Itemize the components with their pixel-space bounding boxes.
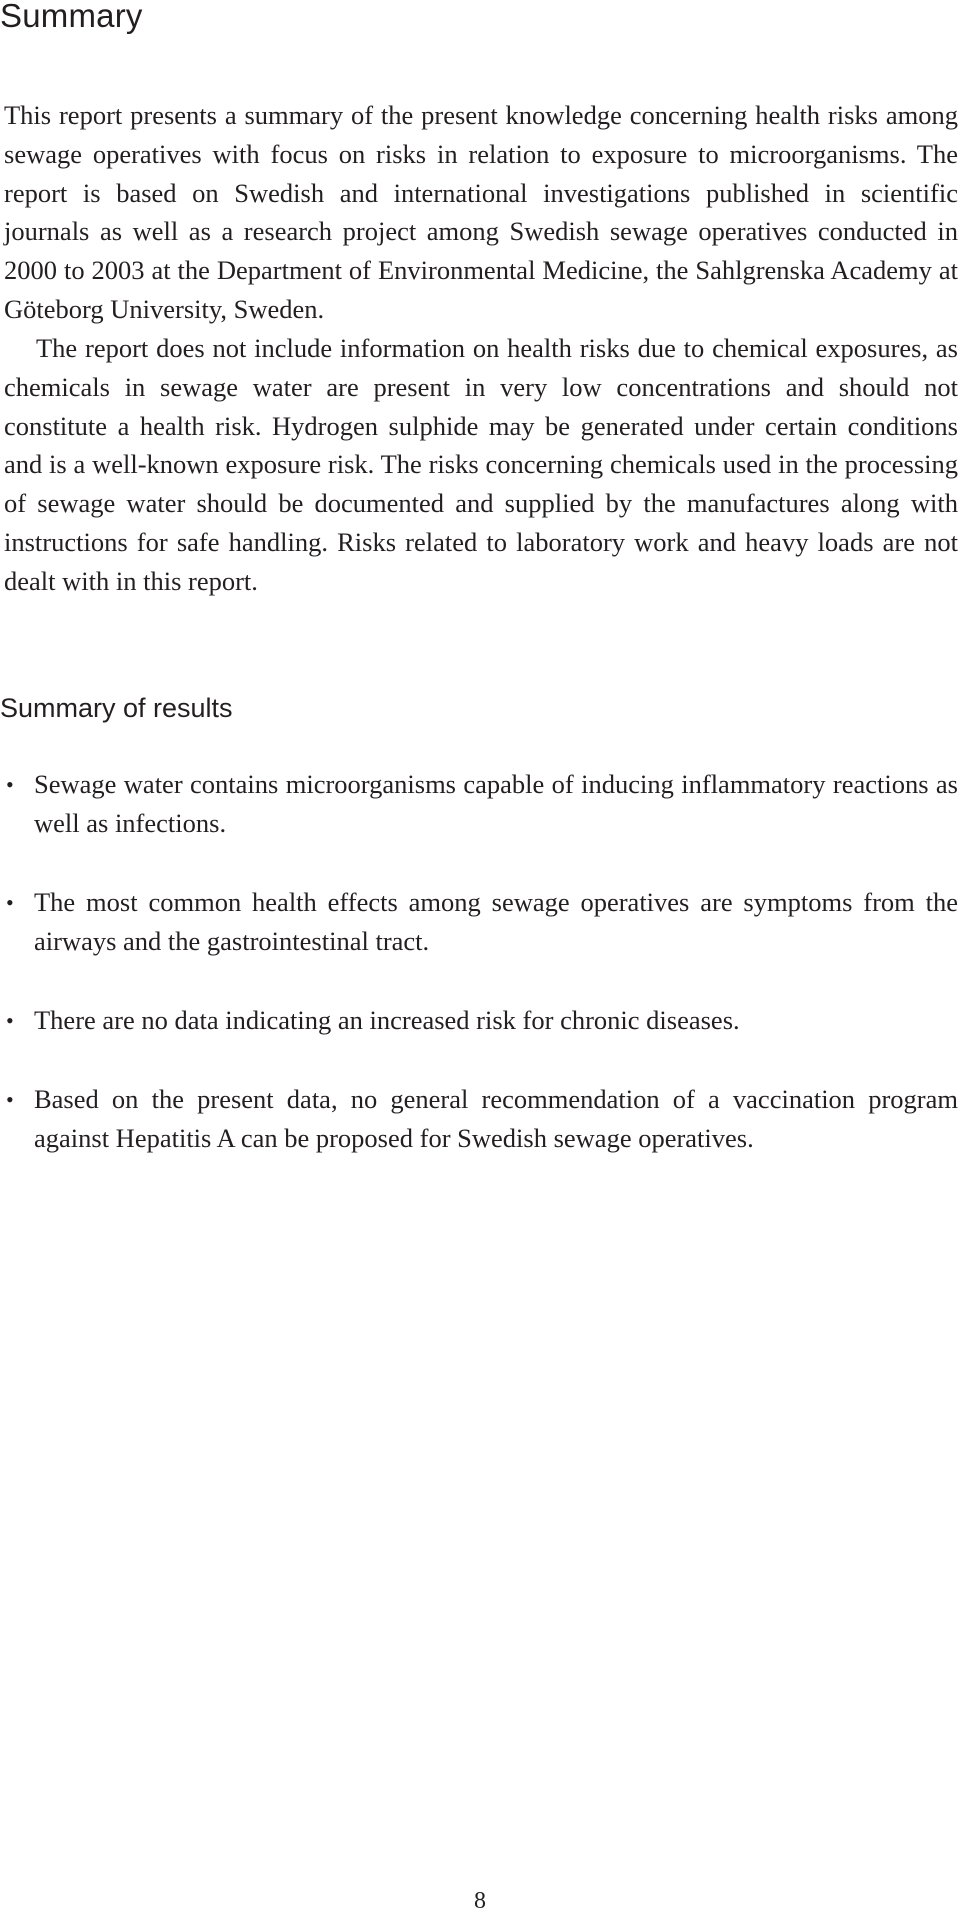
- list-item-text: There are no data indicating an increased risk for chronic diseases.: [34, 1005, 740, 1035]
- list-item-text: Based on the present data, no general recommendation of a vaccination program against Hepatitis A can be proposed for Swedish sewage operatives.: [34, 1084, 958, 1153]
- list-item-text: Sewage water contains microorganisms capable of inducing inflammatory reactions as well as infections.: [34, 769, 958, 838]
- scope-paragraph: The report does not include information on health risks due to chemical exposures, as chemicals in sewage water are present in very low concentrations and should not constitute a health risk. Hydrogen sulphide may be generated under certain conditions and is a well-known exposure risk. The risks concerning chemicals used in the processing of sewage water should be documented and supplied by the manufactures along with instructions for safe handling. Risks related to laboratory work and heavy loads are not dealt with in this report.: [4, 333, 958, 596]
- bullet-icon: •: [6, 1087, 14, 1112]
- list-item: [0, 1080, 958, 1158]
- bullet-icon: •: [6, 772, 14, 797]
- page-title: Summary: [0, 0, 143, 34]
- list-item: [0, 1001, 958, 1040]
- results-heading: Summary of results: [0, 693, 233, 723]
- list-item-text: The most common health effects among sewage operatives are symptoms from the airways and the gastrointestinal tract.: [34, 887, 958, 956]
- intro-paragraph: This report presents a summary of the present knowledge concerning health risks among sewage operatives with focus on risks in relation to exposure to microorganisms. The report is based on Swedish and international investigations published in scientific journals as well as a research project among Swedish sewage operatives conducted in 2000 to 2003 at the Department of Environmental Medicine, the Sahlgrenska Academy at Göteborg University, Sweden.: [4, 100, 958, 324]
- list-item: [0, 883, 958, 961]
- list-item: [0, 765, 958, 843]
- page-number: 8: [474, 1888, 486, 1914]
- results-list: [0, 765, 958, 1198]
- bullet-icon: •: [6, 1008, 14, 1033]
- bullet-icon: •: [6, 890, 14, 915]
